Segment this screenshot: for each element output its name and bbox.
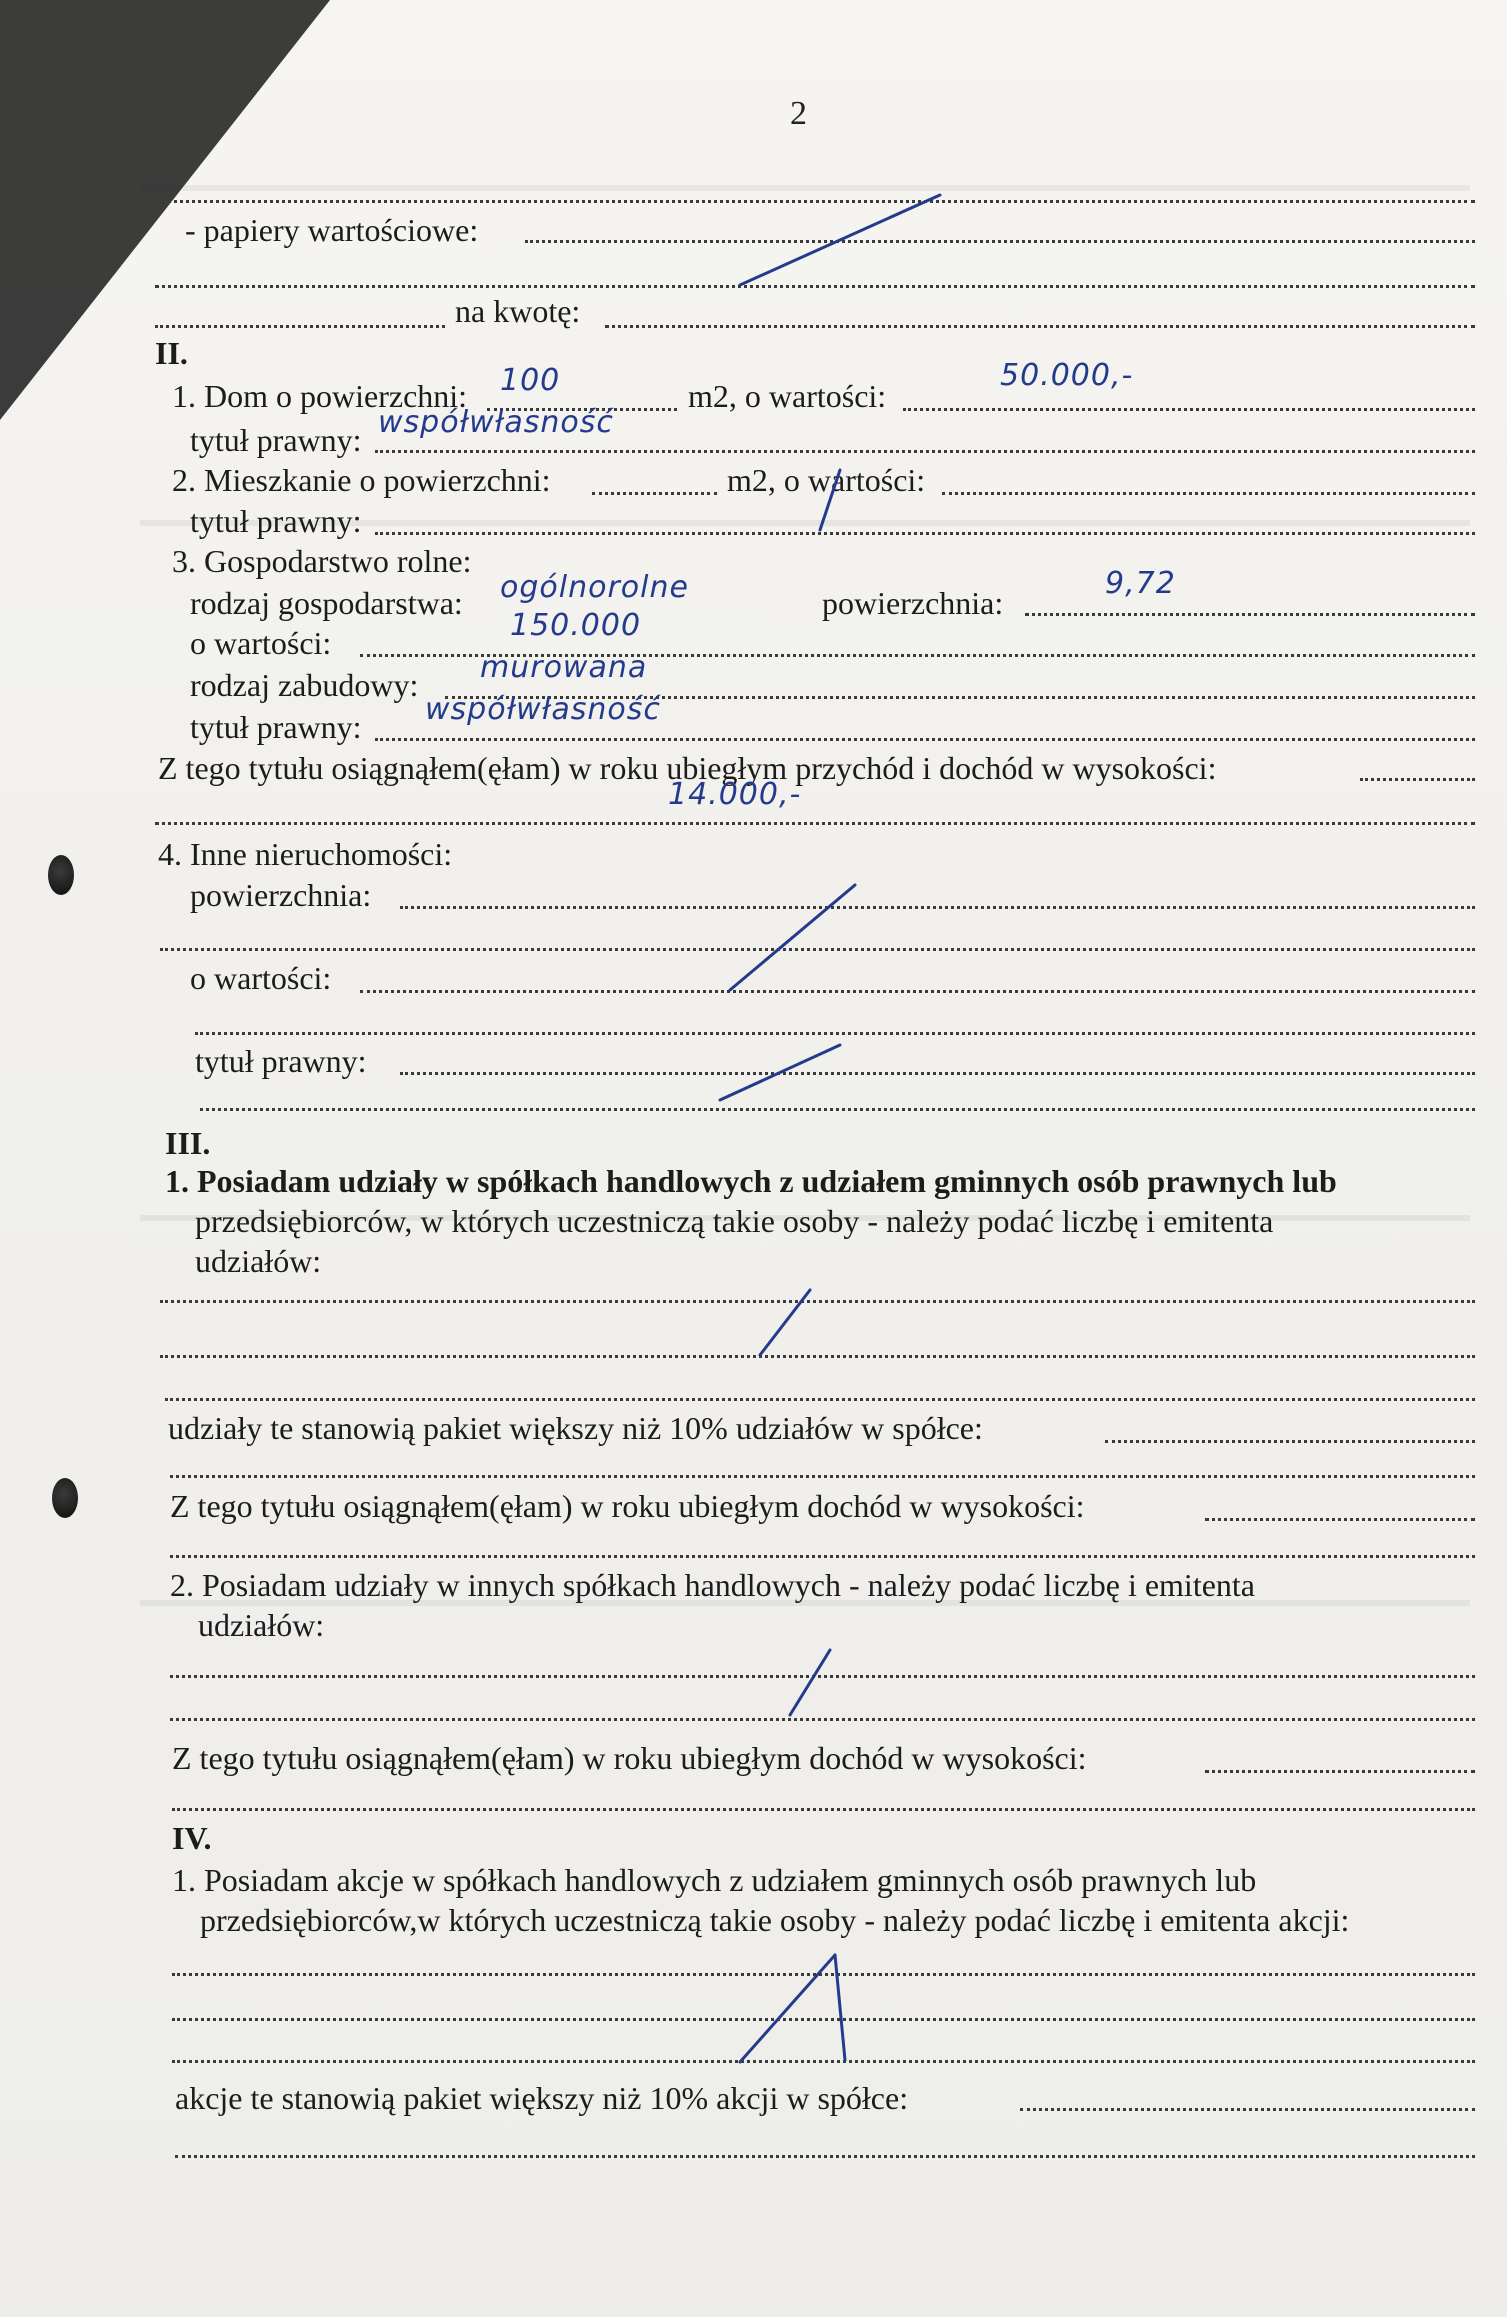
tytul-label: tytuł prawny:: [190, 422, 362, 458]
strike-stroke: [720, 1045, 840, 1100]
strike-stroke: [820, 470, 840, 530]
iii-pakiet-label: udziały te stanowią pakiet większy niż 10% udziałów w spółce:: [168, 1410, 983, 1446]
strike-stroke: [730, 885, 855, 990]
dom-tytul-handwritten: współwłasność: [378, 405, 614, 440]
na-kwote-label: na kwotę:: [455, 293, 581, 329]
gospodarstwo-label: 3. Gospodarstwo rolne:: [172, 543, 472, 579]
dom-mid-label: m2, o wartości:: [688, 378, 887, 414]
tytul-label: tytuł prawny:: [190, 503, 362, 539]
o-wartosci-label: o wartości:: [190, 960, 332, 996]
zabudowy-handwritten: murowana: [480, 650, 648, 685]
section-heading-iv: IV.: [172, 1820, 212, 1856]
iv-p1-line1: 1. Posiadam akcje w spółkach handlowych z udziałem gminnych osób prawnych lub: [172, 1862, 1257, 1898]
dom-value-handwritten: 50.000,-: [1000, 358, 1134, 393]
dom-label: 1. Dom o powierzchni:: [172, 378, 468, 414]
iii-p2-line2: udziałów:: [198, 1607, 325, 1643]
strike-stroke: [740, 1955, 835, 2062]
gosp-tytul-handwritten: współwłasność: [425, 692, 661, 727]
mieszkanie-mid-label: m2, o wartości:: [727, 462, 926, 498]
iv-p1-line2: przedsiębiorców,w których uczestniczą takie osoby - należy podać liczbę i emitenta akcji:: [200, 1902, 1350, 1938]
o-wartosci-label: o wartości:: [190, 625, 332, 661]
section-heading-iii: III.: [165, 1125, 211, 1161]
tytul-label: tytuł prawny:: [190, 709, 362, 745]
powierzchnia-label: powierzchnia:: [822, 585, 1004, 621]
przychod-handwritten: 14.000,-: [668, 777, 802, 812]
page-number: 2: [790, 95, 807, 132]
dom-area-handwritten: 100: [500, 363, 561, 398]
strike-stroke: [790, 1650, 830, 1715]
section-heading-ii: II.: [155, 335, 188, 371]
iii-p1-line2: przedsiębiorców, w których uczestniczą takie osoby - należy podać liczbę i emitenta: [195, 1203, 1274, 1239]
strike-stroke: [740, 195, 940, 285]
iv-pakiet-label: akcje te stanowią pakiet większy niż 10% akcji w spółce:: [175, 2080, 909, 2116]
iii-dochod-label: Z tego tytułu osiągnąłem(ęłam) w roku ubiegłym dochód w wysokości:: [170, 1488, 1085, 1524]
iii-p2-line1: 2. Posiadam udziały w innych spółkach handlowych - należy podać liczbę i emitenta: [170, 1567, 1255, 1603]
inne-label: 4. Inne nieruchomości:: [158, 836, 453, 872]
powierzchnia-handwritten: 9,72: [1105, 566, 1176, 601]
rodzaj-handwritten: ogólnorolne: [500, 570, 689, 605]
iii-dochod-label: Z tego tytułu osiągnąłem(ęłam) w roku ubiegłym dochód w wysokości:: [172, 1740, 1087, 1776]
rodzaj-label: rodzaj gospodarstwa:: [190, 585, 463, 621]
strike-stroke: [760, 1290, 810, 1355]
iii-p1-line1: 1. Posiadam udziały w spółkach handlowych z udziałem gminnych osób prawnych lub: [165, 1163, 1337, 1199]
zabudowy-label: rodzaj zabudowy:: [190, 667, 419, 703]
iii-p1-line3: udziałów:: [195, 1243, 322, 1279]
tytul-label: tytuł prawny:: [195, 1043, 367, 1079]
inne-pow-label: powierzchnia:: [190, 877, 372, 913]
papiery-label: - papiery wartościowe:: [185, 212, 479, 248]
o-wartosci-handwritten: 150.000: [510, 608, 642, 643]
przychod-label: Z tego tytułu osiągnąłem(ęłam) w roku ubiegłym przychód i dochód w wysokości:: [158, 750, 1217, 786]
strike-stroke: [835, 1955, 845, 2060]
mieszkanie-label: 2. Mieszkanie o powierzchni:: [172, 462, 551, 498]
